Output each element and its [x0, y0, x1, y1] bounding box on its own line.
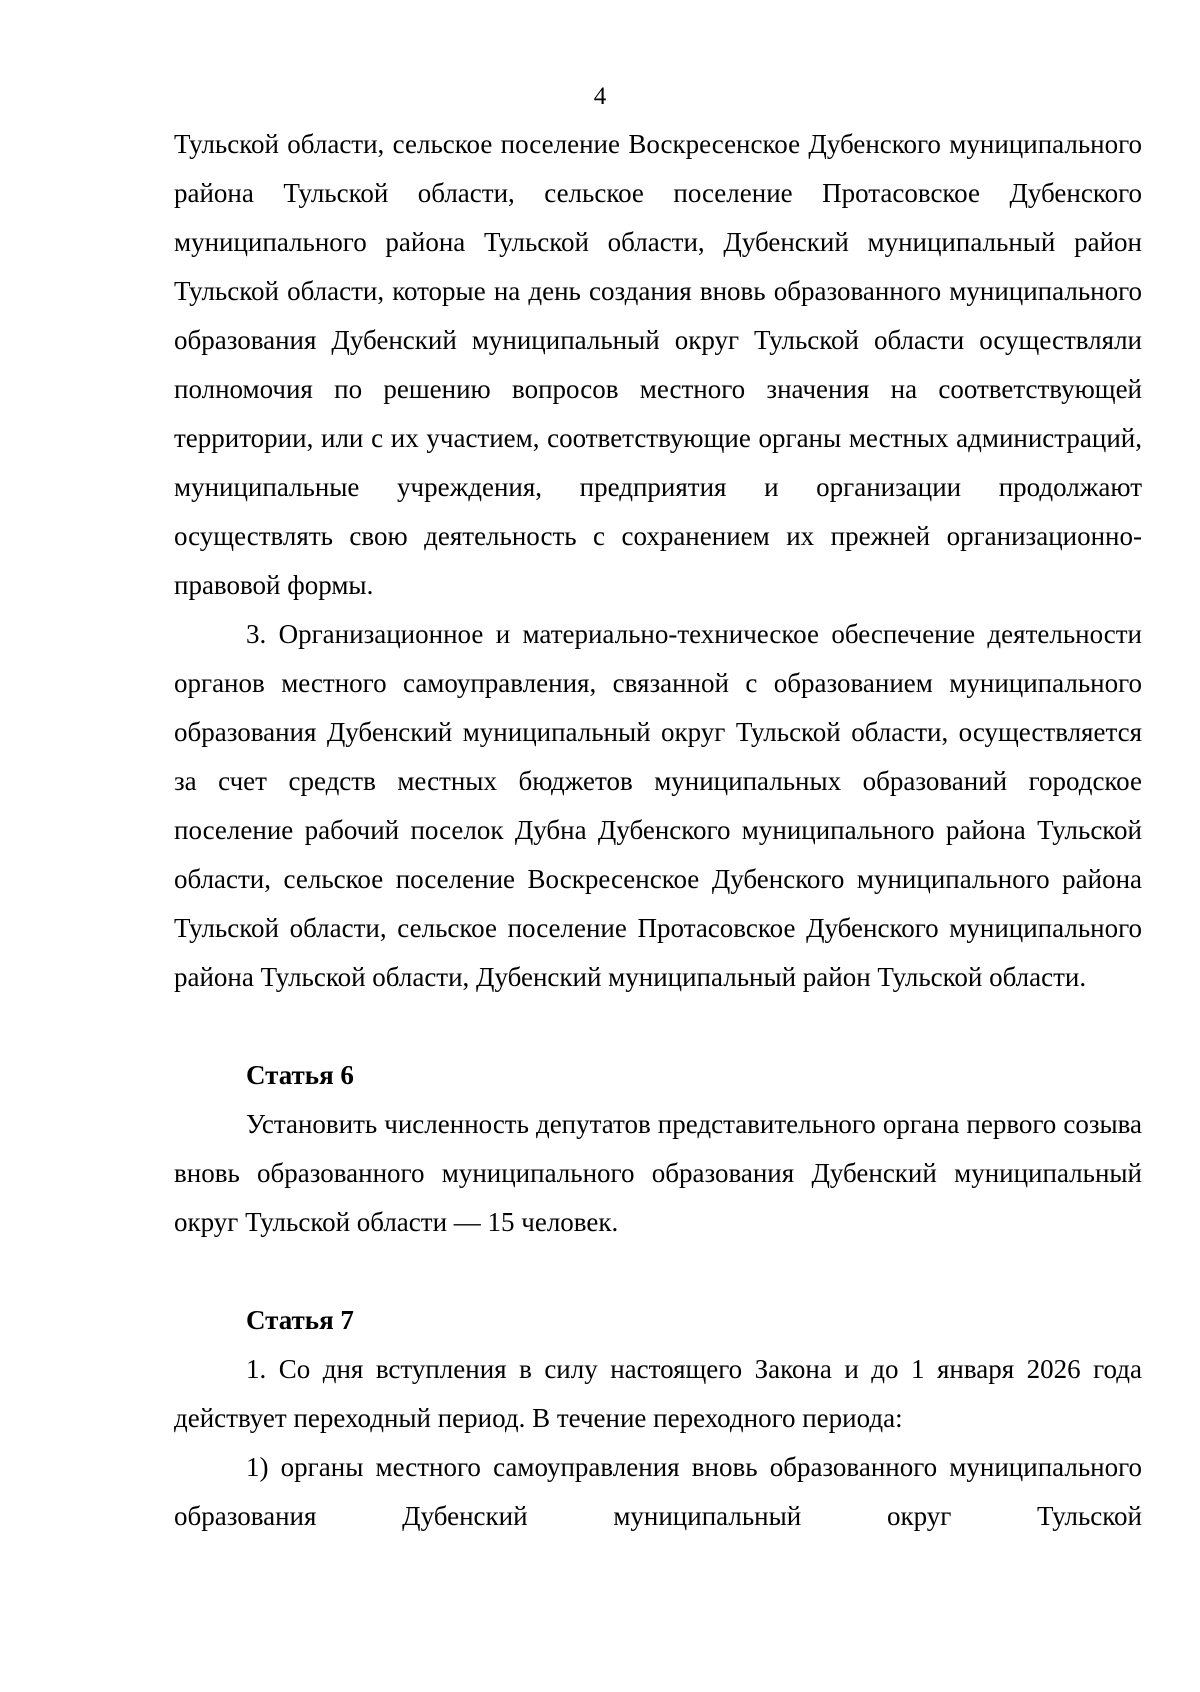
- section-spacer: [174, 1247, 1142, 1296]
- article-7-item-1: 1) органы местного самоуправления вновь образованного муниципального образования Дубенский муниципальный округ Тульской: [174, 1452, 1142, 1531]
- paragraph-continuation: Тульской области, сельское поселение Воскресенское Дубенского муниципального района Тульской области, сельское поселение Протасовское Дубенского муниципального района Тульской области, Дубенский муниципальный район Тульской области, которые на день создания вновь образованного муниципального образования Дубенский муниципальный округ Тульской области осуществляли полномочия по решению вопросов местного значения на соответствующей территории, или с их участием, соответствующие органы местных администраций, муниципальные учреждения, предприятия и организации продолжают осуществлять свою деятельность с сохранением их прежней организационно-правовой формы.: [174, 129, 1142, 600]
- article-6-heading: Статья 6: [246, 1060, 354, 1090]
- paragraph-item-3: 3. Организационное и материально-техническое обеспечение деятельности органов местного самоуправления, связанной с образованием муниципального образования Дубенский муниципальный округ Тульской области, осуществляется за счет средств местных бюджетов муниципальных образований городское поселение рабочий поселок Дубна Дубенского муниципального района Тульской области, сельское поселение Воскресенское Дубенского муниципального района Тульской области, сельское поселение Протасовское Дубенского муниципального района Тульской области, Дубенский муниципальный район Тульской области.: [174, 619, 1142, 992]
- article-7-paragraph-1: 1. Со дня вступления в силу настоящего Закона и до 1 января 2026 года действует переходный период. В течение переходного периода:: [174, 1354, 1142, 1433]
- article-7-heading: Статья 7: [246, 1305, 354, 1335]
- article-6-text: Установить численность депутатов представительного органа первого созыва вновь образованного муниципального образования Дубенский муниципальный округ Тульской области — 15 человек.: [174, 1109, 1142, 1237]
- document-body: [174, 120, 1142, 1541]
- page-number: 4: [593, 83, 607, 110]
- section-spacer: [174, 1002, 1142, 1051]
